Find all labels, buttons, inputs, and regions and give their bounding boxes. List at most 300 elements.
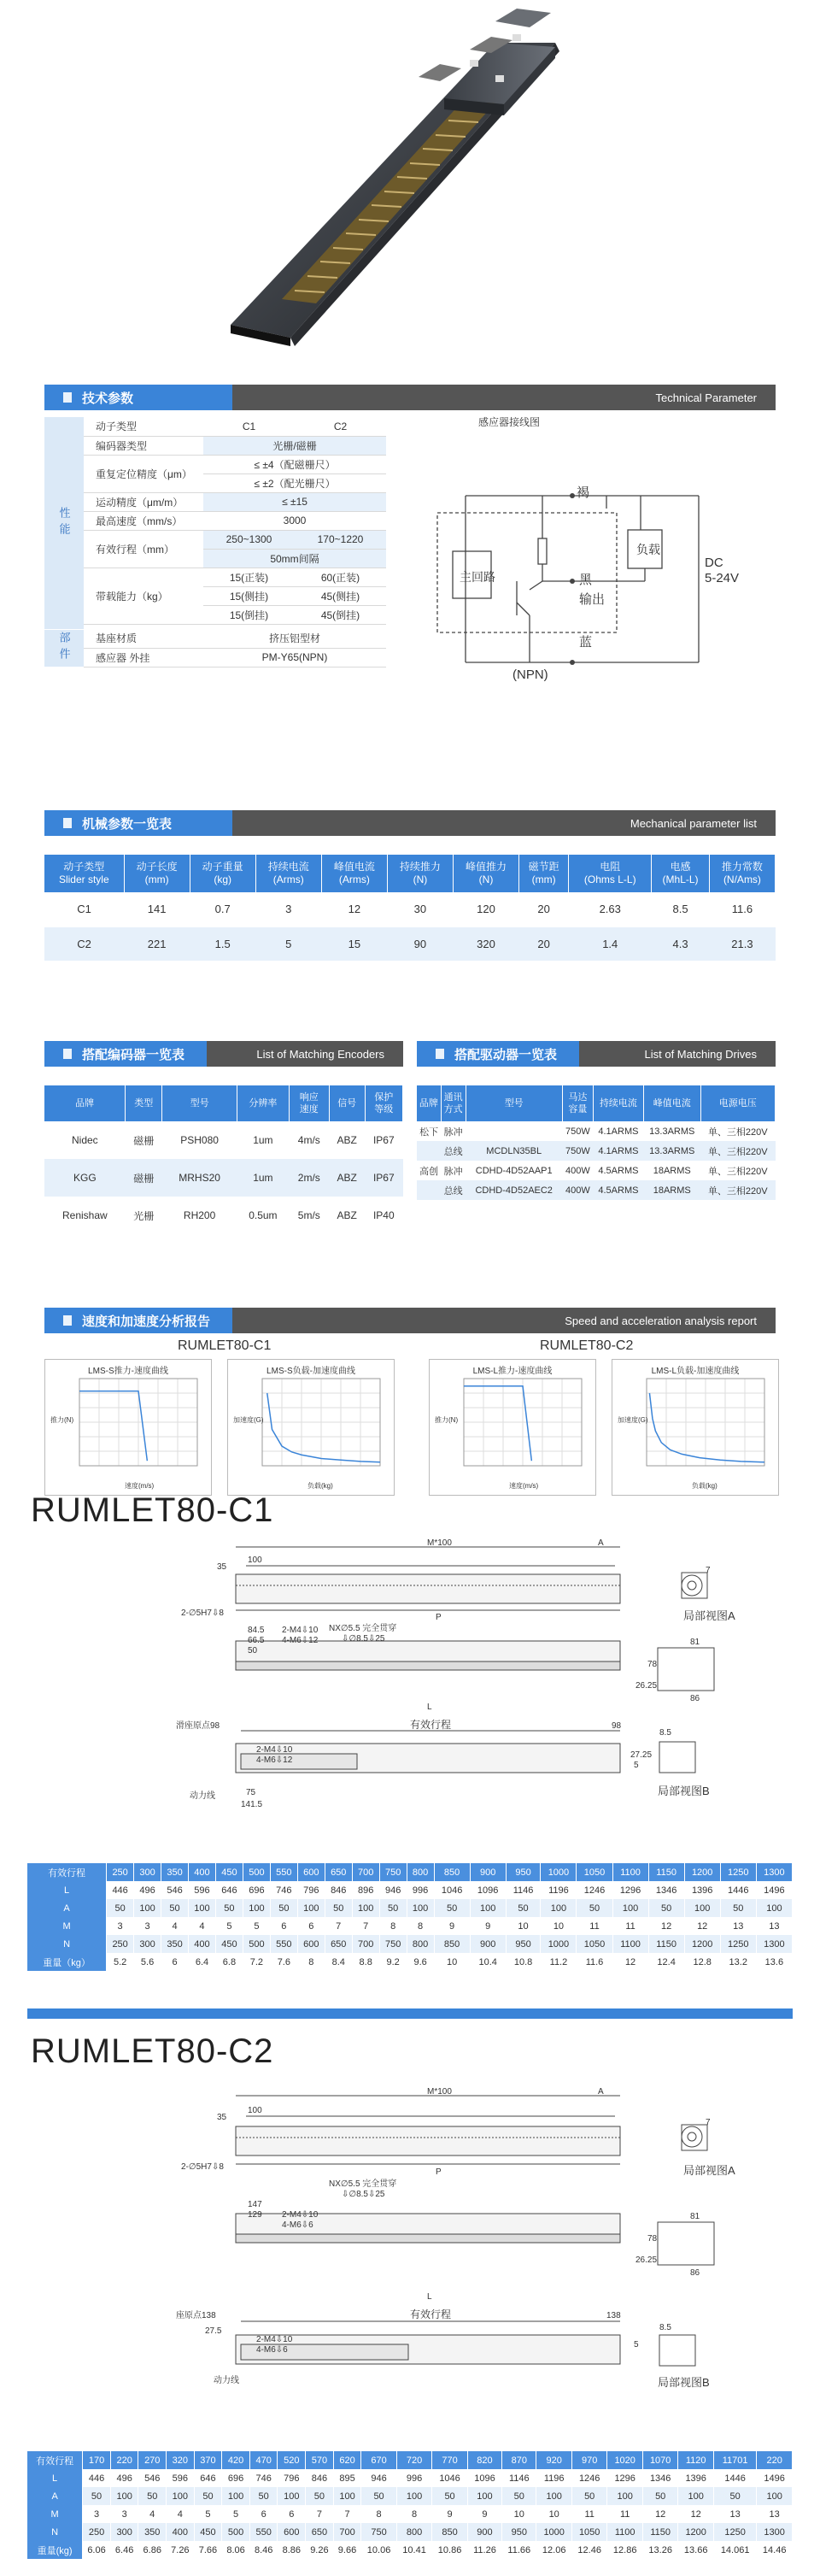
c1-dim-table — [27, 1863, 793, 1971]
dim-row-label: A — [27, 2487, 83, 2505]
dim-cell: 1146 — [506, 1881, 541, 1899]
drv-cell: CDHD-4D52AEC2 — [466, 1180, 562, 1200]
dim-cell: 7.66 — [194, 2541, 222, 2559]
dim-header-cell: 850 — [434, 1863, 470, 1881]
chart-title: LMS-L推力-速度曲线 — [472, 1367, 553, 1376]
enc-row — [44, 1159, 403, 1197]
dim-cell: 496 — [110, 2469, 138, 2487]
mech-cell: 90 — [387, 926, 453, 961]
dim-cell: 13 — [720, 1917, 756, 1935]
dim-cell: 846 — [306, 2469, 334, 2487]
drv-cell: 单、三相220V — [700, 1141, 775, 1161]
dim-cell: 400 — [167, 2523, 195, 2541]
tech-label: 重复定位精度（μm） — [84, 455, 203, 492]
dim-cell: 846 — [325, 1881, 352, 1899]
enc-cell: IP67 — [372, 1134, 395, 1146]
dim-cell: 550 — [270, 1935, 297, 1953]
dim-cell: 7 — [352, 1917, 379, 1935]
chart-svg — [45, 1360, 213, 1497]
mech-header-cell: 持续电流 (Arms) — [255, 855, 321, 892]
dim-cell: 1250 — [720, 1935, 756, 1953]
wire-brown: 褐 — [577, 485, 590, 500]
c1-dim: 4-M6⇩12 — [256, 1756, 293, 1765]
c2-dim: NX∅5.5 完全贯穿 — [329, 2179, 397, 2189]
drv-cell: 总线 — [441, 1180, 466, 1200]
dim-cell: 8.06 — [222, 2541, 250, 2559]
mech-cell: C1 — [44, 892, 124, 926]
tech-value: 3000 — [203, 511, 386, 530]
tech-value: 250~1300 — [203, 530, 295, 549]
dim-cell: 100 — [297, 1899, 325, 1917]
dim-cell: 1100 — [612, 1935, 648, 1953]
dim-cell: 5 — [194, 2505, 222, 2523]
dim-cell: 11 — [607, 2505, 643, 2523]
dim-header-cell: 520 — [278, 2451, 306, 2469]
output-label: 输出 — [579, 592, 606, 607]
drv-row — [417, 1161, 776, 1180]
dim-cell: 100 — [678, 2487, 714, 2505]
dim-cell: 1246 — [571, 2469, 607, 2487]
main-circuit: 主回路 — [460, 570, 495, 584]
dim-cell: 1096 — [470, 1881, 506, 1899]
tech-value: 挤压铝型材 — [203, 629, 386, 648]
c1-dim: 86 — [690, 1694, 700, 1703]
dim-cell: 8 — [379, 1917, 407, 1935]
dim-cell: 596 — [189, 1881, 216, 1899]
dim-cell: 1150 — [648, 1935, 684, 1953]
c1-dim: 98 — [612, 1721, 622, 1731]
dim-cell: 50 — [571, 2487, 607, 2505]
c2-dim: 78 — [647, 2234, 658, 2244]
mech-row — [44, 892, 776, 926]
enc-title-en: List of Matching Encoders — [207, 1041, 403, 1067]
dim-cell: 1496 — [756, 1881, 792, 1899]
enc-header-cell: 品牌 — [44, 1085, 126, 1121]
dim-cell: 50 — [502, 2487, 536, 2505]
drv-cell — [417, 1180, 441, 1200]
dim-row-label: M — [27, 2505, 83, 2523]
dim-cell: 9 — [432, 2505, 468, 2523]
chart-2 — [429, 1359, 596, 1496]
enc-header — [44, 1041, 403, 1067]
dim-cell: 400 — [189, 1935, 216, 1953]
speed-header — [44, 1308, 776, 1333]
c1-dim: P — [436, 1613, 442, 1622]
chart-title: LMS-L负载-加速度曲线 — [651, 1367, 740, 1376]
dim-cell: 550 — [249, 2523, 278, 2541]
mech-header-cell: 峰值电流 (Arms) — [321, 855, 387, 892]
mech-header-cell: 动子重量 (kg) — [190, 855, 255, 892]
dim-cell: 1196 — [541, 1881, 577, 1899]
drv-header-cell: 品牌 — [417, 1085, 441, 1121]
mech-cell: C2 — [44, 926, 124, 961]
dim-cell: 500 — [222, 2523, 250, 2541]
chart-svg — [612, 1360, 780, 1497]
dim-cell: 6 — [278, 2505, 306, 2523]
dim-cell: 10 — [536, 2505, 572, 2523]
dc-label: DC — [705, 556, 723, 570]
tech-label: 带载能力（kg） — [84, 568, 203, 624]
chart-svg — [430, 1360, 597, 1497]
drv-cell — [466, 1121, 562, 1141]
dim-cell: 100 — [607, 2487, 643, 2505]
dim-cell: 100 — [541, 1899, 577, 1917]
tech-value: 50mm间隔 — [203, 549, 386, 568]
divider-bar — [27, 2008, 793, 2019]
c2-stroke: 有效行程 — [410, 2308, 452, 2320]
c2-dim: 86 — [690, 2268, 700, 2278]
dim-cell: 100 — [222, 2487, 250, 2505]
dim-cell: 4 — [167, 2505, 195, 2523]
tech-label: 有效行程（mm） — [84, 530, 203, 568]
dim-cell: 11 — [612, 1917, 648, 1935]
c2-dim: 100 — [248, 2106, 262, 2115]
dim-cell: 9 — [470, 1917, 506, 1935]
dim-header-cell: 820 — [467, 2451, 501, 2469]
dim-row-label: N — [27, 2523, 83, 2541]
dim-cell: 12 — [642, 2505, 678, 2523]
dim-cell: 1196 — [536, 2469, 572, 2487]
dim-cell: 14.061 — [713, 2541, 756, 2559]
dim-header-cell: 1250 — [720, 1863, 756, 1881]
c2-dim: 35 — [217, 2113, 227, 2122]
enc-cell: ABZ — [337, 1134, 357, 1146]
dim-header-cell: 700 — [352, 1863, 379, 1881]
dim-cell: 796 — [278, 2469, 306, 2487]
dim-row — [27, 1899, 793, 1917]
enc-cell: 磁栅 — [126, 1159, 162, 1197]
c1-dim: 4-M6⇩12 — [282, 1636, 319, 1645]
tech-label: 动子类型 — [84, 417, 203, 436]
dim-cell: 11.26 — [467, 2541, 501, 2559]
c1-dim: 66.5 — [248, 1636, 265, 1645]
drv-header-cell: 马达 容量 — [562, 1085, 593, 1121]
dim-row-label: L — [27, 1881, 107, 1899]
dim-cell: 450 — [215, 1935, 243, 1953]
mech-header-cell: 电阻 (Ohms L-L) — [569, 855, 652, 892]
dim-cell: 600 — [297, 1935, 325, 1953]
dim-cell: 50 — [270, 1899, 297, 1917]
c2-cable: 动力线 — [214, 2376, 239, 2385]
dim-cell: 250 — [107, 1935, 134, 1953]
dim-cell: 6 — [297, 1917, 325, 1935]
drive-table — [417, 1085, 776, 1200]
x-axis-label: 速度(m/s) — [125, 1482, 155, 1490]
enc-cell: IP67 — [365, 1159, 402, 1197]
dim-cell: 800 — [396, 2523, 432, 2541]
dim-header-cell: 450 — [215, 1863, 243, 1881]
dim-header-cell: 170 — [83, 2451, 111, 2469]
dim-cell: 50 — [138, 2487, 167, 2505]
dim-cell: 8 — [396, 2505, 432, 2523]
mech-cell: 21.3 — [709, 926, 775, 961]
dim-cell: 100 — [352, 1899, 379, 1917]
dim-header-cell: 1300 — [756, 1863, 792, 1881]
c1-dim: 75 — [246, 1788, 256, 1797]
enc-cell: Renishaw — [62, 1209, 108, 1221]
c1-dim: 78 — [647, 1660, 658, 1669]
sensor-title: 感应器接线图 — [478, 416, 541, 428]
tech-value: ≤ ±4（配磁栅尺） — [203, 455, 386, 473]
drv-cell: 总线 — [441, 1141, 466, 1161]
drv-cell: 松下 — [419, 1126, 439, 1138]
dim-cell: 100 — [167, 2487, 195, 2505]
c1-dim: 8.5 — [659, 1728, 671, 1738]
dim-cell: 100 — [407, 1899, 434, 1917]
dim-cell: 546 — [161, 1881, 189, 1899]
dim-cell: 4 — [189, 1917, 216, 1935]
c2-dim-table — [27, 2451, 793, 2559]
c1-dim: 2-∅5H7⇩8 — [181, 1609, 224, 1618]
dim-row — [27, 2469, 793, 2487]
dim-cell: 100 — [757, 2487, 793, 2505]
drv-cell: 18ARMS — [643, 1180, 700, 1200]
dim-cell: 100 — [189, 1899, 216, 1917]
dim-cell: 13 — [756, 1917, 792, 1935]
dim-cell: 10.86 — [432, 2541, 468, 2559]
series-line — [464, 1386, 531, 1461]
dim-cell: 50 — [432, 2487, 468, 2505]
dim-cell: 1246 — [577, 1881, 612, 1899]
dim-cell: 50 — [642, 2487, 678, 2505]
drv-cell: 4.5ARMS — [598, 1165, 639, 1176]
dim-row — [27, 2523, 793, 2541]
dim-cell: 11.66 — [502, 2541, 536, 2559]
sensor-diagram — [427, 415, 769, 739]
dim-cell: 350 — [161, 1935, 189, 1953]
c2-dim: 5 — [634, 2340, 639, 2350]
mech-header-cell: 磁节距 (mm) — [519, 855, 569, 892]
speed-c2-title: RUMLET80-C2 — [540, 1338, 634, 1353]
c2-dim: 2-M4⇩10 — [256, 2335, 293, 2344]
enc-cell: IP40 — [372, 1209, 395, 1221]
dim-cell: 646 — [215, 1881, 243, 1899]
c2-dim: 座原点138 — [176, 2311, 216, 2320]
dim-cell: 1346 — [648, 1881, 684, 1899]
dim-cell: 1050 — [571, 2523, 607, 2541]
dim-header-cell: 400 — [189, 1863, 216, 1881]
c1-dim: 2-M4⇩10 — [256, 1745, 293, 1755]
tech-table — [44, 417, 386, 668]
dim-cell: 6 — [270, 1917, 297, 1935]
dim-cell: 50 — [325, 1899, 352, 1917]
tech-title-cn: 技术参数 — [44, 385, 232, 410]
dim-header-cell: 720 — [396, 2451, 432, 2469]
drv-title-cn: 搭配驱动器一览表 — [417, 1041, 579, 1067]
dim-header-cell: 250 — [107, 1863, 134, 1881]
dim-cell: 696 — [243, 1881, 270, 1899]
dim-cell: 50 — [713, 2487, 756, 2505]
tech-title-en: Technical Parameter — [232, 385, 776, 410]
drv-cell: 750W — [562, 1141, 593, 1161]
npn-label: (NPN) — [512, 668, 548, 682]
dim-cell: 12 — [648, 1917, 684, 1935]
enc-header-cell: 型号 — [162, 1085, 237, 1121]
tech-label: 最高速度（mm/s） — [84, 511, 203, 530]
c1-model-title: RUMLET80-C1 — [31, 1491, 274, 1529]
dim-header-cell: 550 — [270, 1863, 297, 1881]
dim-cell: 50 — [577, 1899, 612, 1917]
tech-value: 45(侧挂) — [295, 586, 386, 605]
product-image — [214, 9, 606, 350]
dim-header-cell: 有效行程 — [27, 2451, 83, 2469]
dim-row — [27, 1917, 793, 1935]
c2-dim: 27.5 — [205, 2326, 222, 2336]
x-axis-label: 速度(m/s) — [509, 1482, 539, 1490]
c2-dim: 81 — [690, 2212, 700, 2221]
dim-cell: 50 — [215, 1899, 243, 1917]
drv-cell: 4.1ARMS — [598, 1126, 639, 1137]
c2-dim: 138 — [606, 2311, 621, 2320]
c2-dim: 129 — [248, 2210, 262, 2220]
enc-cell: 5m/s — [297, 1209, 320, 1221]
dim-cell: 596 — [167, 2469, 195, 2487]
dim-header-cell: 750 — [379, 1863, 407, 1881]
dim-cell: 900 — [467, 2523, 501, 2541]
tech-value: 45(倒挂) — [295, 605, 386, 624]
dim-cell: 5.6 — [134, 1953, 161, 1971]
dim-header-cell: 870 — [502, 2451, 536, 2469]
c1-dim: 7 — [706, 1566, 711, 1575]
mech-cell: 15 — [321, 926, 387, 961]
c1-dim: A — [598, 1538, 604, 1548]
tech-value: 170~1220 — [295, 530, 386, 549]
tech-value: 15(倒挂) — [203, 605, 295, 624]
drv-cell: 4.1ARMS — [593, 1141, 643, 1161]
dim-header-cell: 220 — [757, 2451, 793, 2469]
dim-cell: 100 — [684, 1899, 720, 1917]
dim-cell: 9.6 — [407, 1953, 434, 1971]
mech-header-cell: 动子长度 (mm) — [124, 855, 190, 892]
dim-cell: 7.26 — [167, 2541, 195, 2559]
dim-header-cell: 570 — [306, 2451, 334, 2469]
dim-cell: 350 — [138, 2523, 167, 2541]
enc-cell: 1um — [253, 1134, 273, 1146]
drv-header-cell: 持续电流 — [593, 1085, 643, 1121]
c2-partA: 局部视图A — [683, 2164, 735, 2177]
mech-header-cell: 动子类型 Slider style — [44, 855, 124, 892]
c1-dim: 2-M4⇩10 — [282, 1626, 319, 1635]
mech-cell: 141 — [124, 892, 190, 926]
c1-stroke: 有效行程 — [410, 1719, 452, 1731]
dim-header-cell: 1150 — [648, 1863, 684, 1881]
dim-header-cell: 770 — [432, 2451, 468, 2469]
dim-cell: 5 — [243, 1917, 270, 1935]
dim-cell: 12.8 — [684, 1953, 720, 1971]
c1-drawing — [0, 1538, 820, 1838]
mech-cell: 4.3 — [652, 926, 710, 961]
mech-table — [44, 855, 776, 962]
drv-cell: 单、三相220V — [700, 1180, 775, 1200]
c1-dim: 84.5 — [248, 1626, 265, 1635]
dim-header-cell: 300 — [134, 1863, 161, 1881]
dim-cell: 1296 — [607, 2469, 643, 2487]
dim-header-cell: 320 — [167, 2451, 195, 2469]
chart-3 — [612, 1359, 779, 1496]
c1-dim: 35 — [217, 1562, 227, 1572]
dim-cell: 646 — [194, 2469, 222, 2487]
dim-cell: 13.2 — [720, 1953, 756, 1971]
dim-cell: 10 — [506, 1917, 541, 1935]
dim-cell: 700 — [352, 1935, 379, 1953]
mech-cell: 8.5 — [652, 892, 710, 926]
c1-dim: 26.25 — [636, 1681, 658, 1691]
dim-cell: 8.46 — [249, 2541, 278, 2559]
dim-cell: 950 — [506, 1935, 541, 1953]
drv-cell: 脉冲 — [443, 1166, 463, 1177]
mech-cell: 30 — [387, 892, 453, 926]
mech-title-cn: 机械参数一览表 — [44, 810, 232, 836]
dim-cell: 6.8 — [215, 1953, 243, 1971]
chart-1 — [227, 1359, 395, 1496]
dim-cell: 1296 — [612, 1881, 648, 1899]
dim-cell: 896 — [352, 1881, 379, 1899]
tech-label: 运动精度（μm/m） — [84, 492, 203, 511]
c1-dim: 81 — [690, 1638, 700, 1647]
dim-cell: 12 — [612, 1953, 648, 1971]
dim-cell: 546 — [138, 2469, 167, 2487]
enc-title-cn: 搭配编码器一览表 — [44, 1041, 207, 1067]
dim-cell: 1446 — [713, 2469, 756, 2487]
dim-cell: 10 — [434, 1953, 470, 1971]
c2-dim: 147 — [248, 2200, 262, 2209]
tech-header — [44, 385, 776, 410]
dim-cell: 13.26 — [642, 2541, 678, 2559]
dim-cell: 4 — [138, 2505, 167, 2523]
dim-header-cell: 950 — [506, 1863, 541, 1881]
dim-cell: 1146 — [502, 2469, 536, 2487]
y-axis-label: 加速度(G) — [618, 1416, 648, 1424]
tech-cat-perf: 性能 — [44, 417, 84, 629]
volt-label: 5-24V — [705, 571, 740, 585]
drv-row — [417, 1141, 776, 1161]
tech-value: 光栅/磁栅 — [203, 436, 386, 455]
dim-row-label: 重量（kg） — [27, 1953, 107, 1971]
series-line — [79, 1391, 147, 1461]
y-axis-label: 推力(N) — [50, 1416, 74, 1424]
dim-header-cell: 350 — [161, 1863, 189, 1881]
dim-cell: 10.06 — [361, 2541, 397, 2559]
dim-cell: 6.86 — [138, 2541, 167, 2559]
c1-dim: 50 — [248, 1646, 258, 1656]
dim-cell: 13 — [713, 2505, 756, 2523]
drv-cell: CDHD-4D52AAP1 — [475, 1165, 553, 1176]
drv-header-cell: 型号 — [466, 1085, 562, 1121]
mech-header-cell: 推力常数 (N/Ams) — [709, 855, 775, 892]
drv-cell — [417, 1141, 441, 1161]
drv-row — [417, 1180, 776, 1200]
mech-cell: 1.4 — [569, 926, 652, 961]
tech-value: 60(正装) — [295, 568, 386, 586]
enc-cell: MRHS20 — [162, 1159, 237, 1197]
drv-cell: 18ARMS — [653, 1165, 691, 1176]
mech-header — [44, 810, 776, 836]
dim-cell: 10.4 — [470, 1953, 506, 1971]
mech-header-cell: 峰值推力 (N) — [453, 855, 518, 892]
dim-header-cell: 270 — [138, 2451, 167, 2469]
enc-cell: RH200 — [183, 1209, 216, 1221]
dim-cell: 446 — [107, 1881, 134, 1899]
enc-header-cell: 分辨率 — [237, 1085, 289, 1121]
dim-header-cell: 500 — [243, 1863, 270, 1881]
dim-cell: 50 — [107, 1899, 134, 1917]
mech-cell: 20 — [519, 892, 569, 926]
dim-cell: 1046 — [432, 2469, 468, 2487]
c1-dim: 141.5 — [241, 1800, 263, 1809]
dim-cell: 14.46 — [757, 2541, 793, 2559]
drv-cell: 单、三相220V — [707, 1126, 768, 1138]
dim-cell: 1250 — [713, 2523, 756, 2541]
